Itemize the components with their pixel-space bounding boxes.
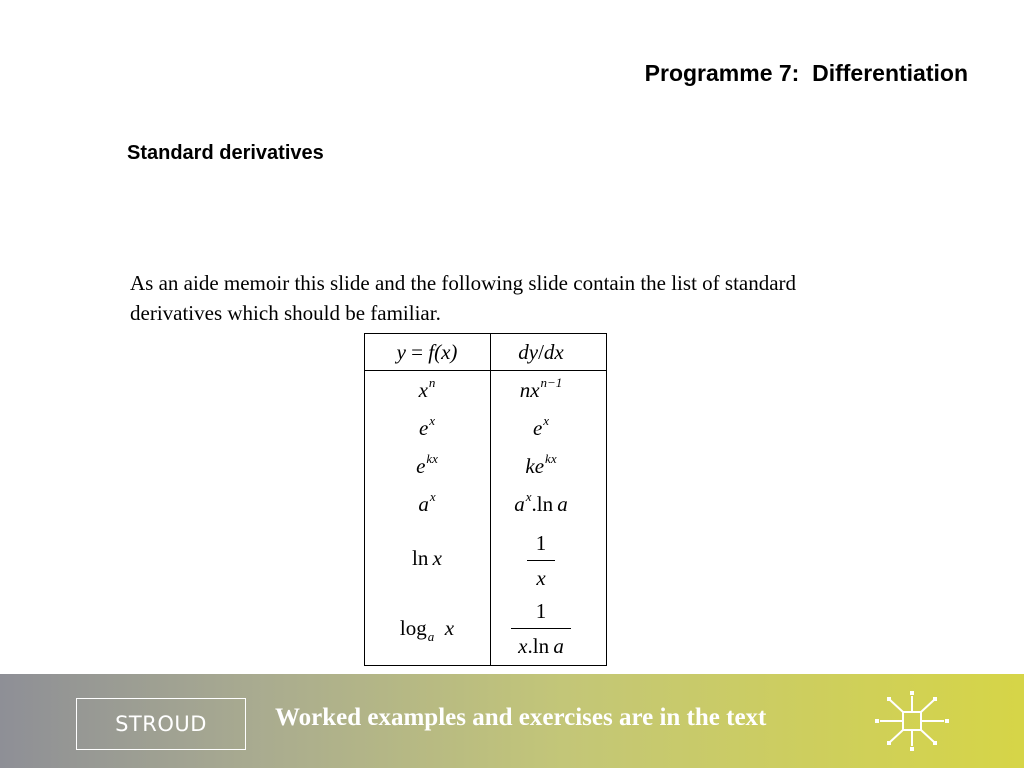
header-slash: / <box>538 340 544 364</box>
subscript: a <box>427 629 435 644</box>
header-derivative <box>518 340 564 365</box>
exponent: x <box>429 489 436 504</box>
numerator: 1 <box>535 599 547 623</box>
base: e <box>418 416 429 440</box>
row-function <box>418 413 436 441</box>
numerator: 1 <box>535 531 547 555</box>
exponent: n <box>428 375 436 390</box>
denominator <box>511 633 571 659</box>
exponent: x <box>543 413 550 428</box>
row-derivative <box>525 451 557 479</box>
denominator: x <box>536 566 546 590</box>
base: e <box>416 454 426 478</box>
exponent: kx <box>545 451 557 466</box>
base: x <box>418 378 428 402</box>
header-function <box>397 340 458 365</box>
fraction <box>511 598 571 659</box>
fraction-bar <box>527 560 555 561</box>
derivatives-table <box>364 333 607 666</box>
intro-paragraph: As an aide memoir this slide and the following slide contain the list of standard derivatives which should be familiar. <box>130 271 797 325</box>
exponent: kx <box>426 451 438 466</box>
header-dy: dy <box>518 340 539 364</box>
exponent: x <box>429 413 436 428</box>
column-divider <box>490 334 491 665</box>
stroud-logo <box>76 698 246 750</box>
logo-text: STROUD <box>115 712 207 736</box>
variable: x <box>444 616 455 640</box>
base: a <box>418 492 429 516</box>
function-name: log <box>399 616 427 640</box>
row-function <box>416 451 438 479</box>
base: ke <box>525 454 545 478</box>
network-icon <box>872 688 952 756</box>
header-divider <box>365 370 606 371</box>
footer-banner <box>0 674 1024 768</box>
header-dx: dx <box>543 340 564 364</box>
exponent: n−1 <box>540 375 563 390</box>
footer-caption: Worked examples and exercises are in the text <box>275 704 767 731</box>
row-function <box>418 489 436 517</box>
base: e <box>532 416 543 440</box>
base: nx <box>519 378 540 402</box>
variable: a <box>553 634 564 658</box>
variable: a <box>557 492 568 516</box>
section-heading: Standard derivatives <box>127 142 324 164</box>
header-equals: = <box>411 340 424 364</box>
variable: x <box>432 546 442 570</box>
variable: x <box>518 634 528 658</box>
row-function <box>412 546 442 571</box>
row-function <box>418 375 436 403</box>
row-function <box>399 616 455 644</box>
ln-operator: .ln <box>527 634 550 658</box>
function-name: ln <box>412 546 429 570</box>
base: a <box>514 492 525 516</box>
header-f: f <box>428 340 435 364</box>
row-derivative <box>532 413 550 441</box>
header-x: (x) <box>434 340 458 364</box>
row-derivative <box>519 375 563 403</box>
row-derivative <box>514 489 568 517</box>
exponent: x <box>525 489 532 504</box>
row-derivative <box>527 530 555 591</box>
header-y: y <box>396 340 406 364</box>
page-title: Programme 7: Differentiation <box>644 60 968 86</box>
fraction-bar <box>511 628 571 629</box>
ln-operator: .ln <box>531 492 554 516</box>
fraction <box>527 530 555 591</box>
row-derivative <box>511 598 571 659</box>
